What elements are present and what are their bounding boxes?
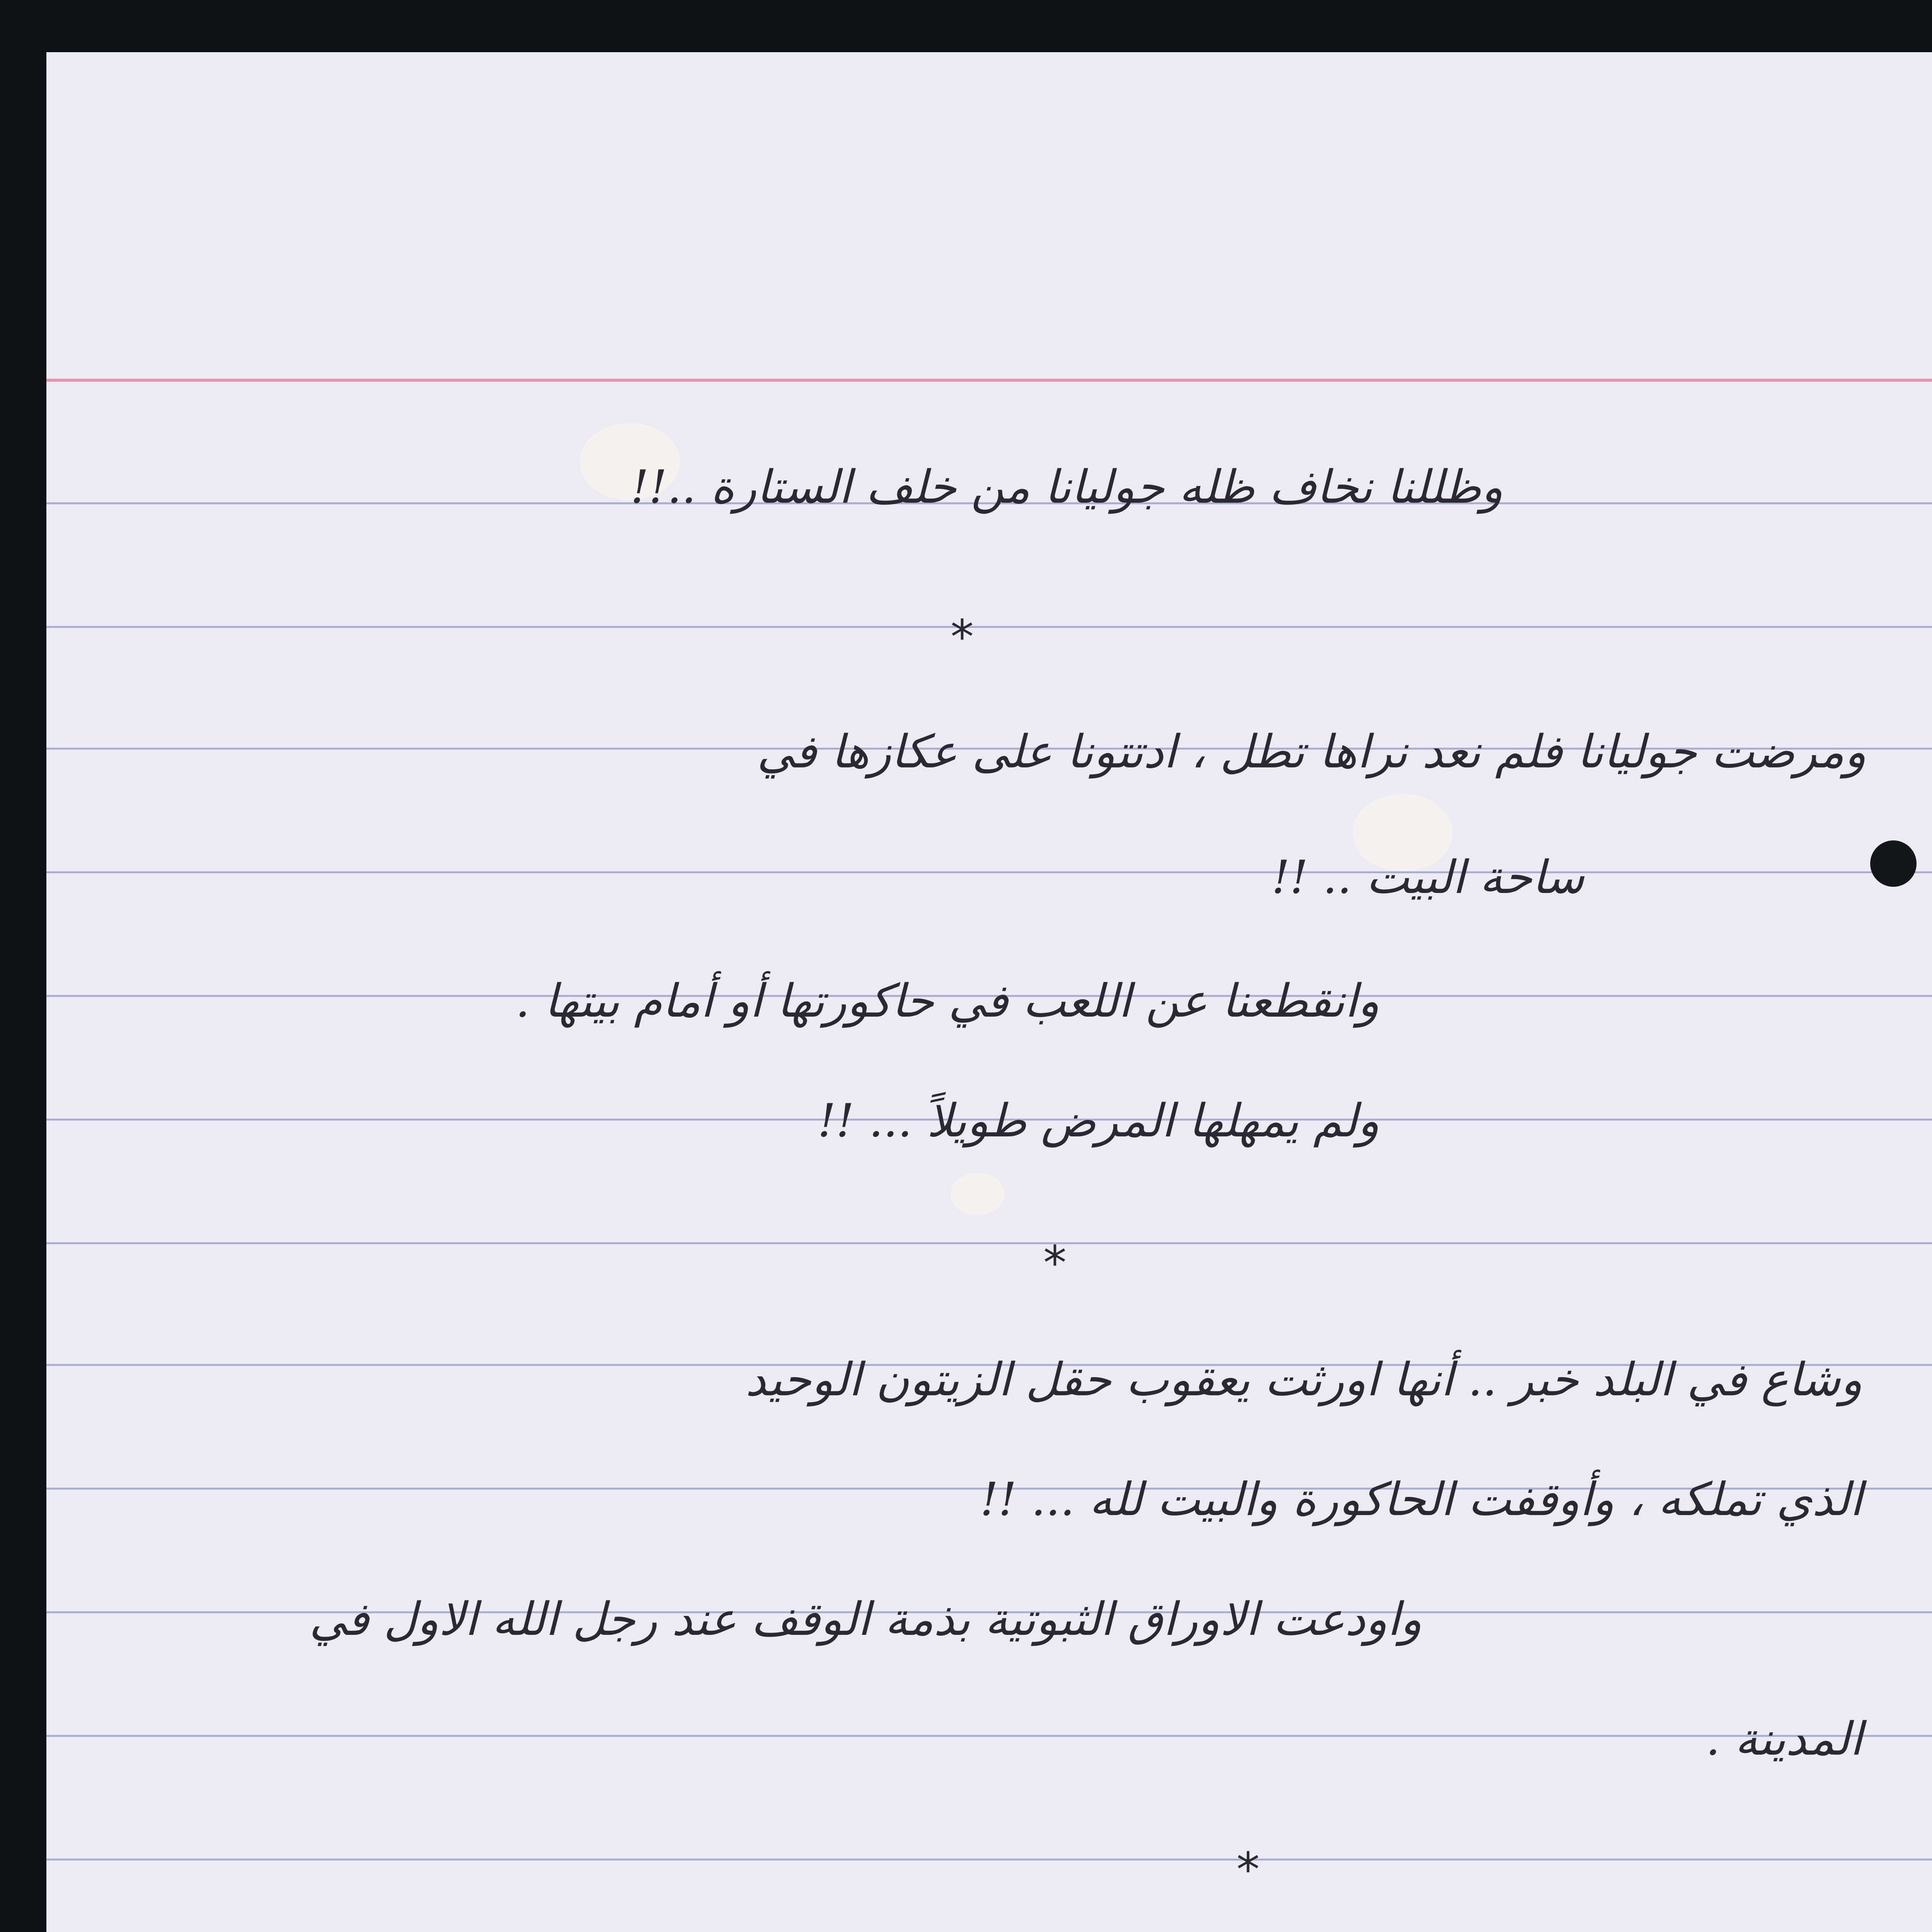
handwritten-line-4: وانقطعنا عن اللعب في حاكورتها أو أمام بيتها . — [515, 974, 1379, 1027]
handwritten-line-3: ساحة البيت .. !! — [1271, 850, 1584, 904]
binder-hole — [1870, 840, 1917, 887]
ruled-line — [46, 871, 1932, 873]
ruled-line — [46, 1859, 1932, 1861]
ruled-line — [46, 1735, 1932, 1737]
paper-stain — [951, 1173, 1005, 1215]
notebook-page — [46, 52, 1932, 1932]
ruled-line — [46, 1242, 1932, 1244]
handwritten-line-7: الذي تملكه ، وأوقفت الحاكورة والبيت لله ... !! — [980, 1473, 1862, 1526]
section-mark: * — [951, 611, 974, 664]
handwritten-line-8: واودعت الاوراق الثبوتية بذمة الوقف عند رجل الله الاول في — [309, 1592, 1422, 1646]
section-mark: * — [1043, 1236, 1066, 1290]
handwritten-line-9: المدينة . — [1706, 1712, 1862, 1765]
section-mark: * — [1236, 1843, 1260, 1897]
top-margin-rule — [46, 379, 1932, 382]
handwritten-line-2: ومرضت جوليانا فلم نعد نراها تطل ، ادتتونا على عكازها في — [757, 725, 1866, 778]
handwritten-line-5: ولم يمهلها المرض طويلاً ... !! — [817, 1094, 1379, 1147]
handwritten-line-1: وظللنا نخاف ظله جوليانا من خلف الستارة ..!! — [630, 460, 1503, 514]
ruled-line — [46, 626, 1932, 628]
handwritten-line-6: وشاع في البلد خبر .. أنها اورثت يعقوب حقل الزيتون الوحيد — [745, 1353, 1862, 1406]
